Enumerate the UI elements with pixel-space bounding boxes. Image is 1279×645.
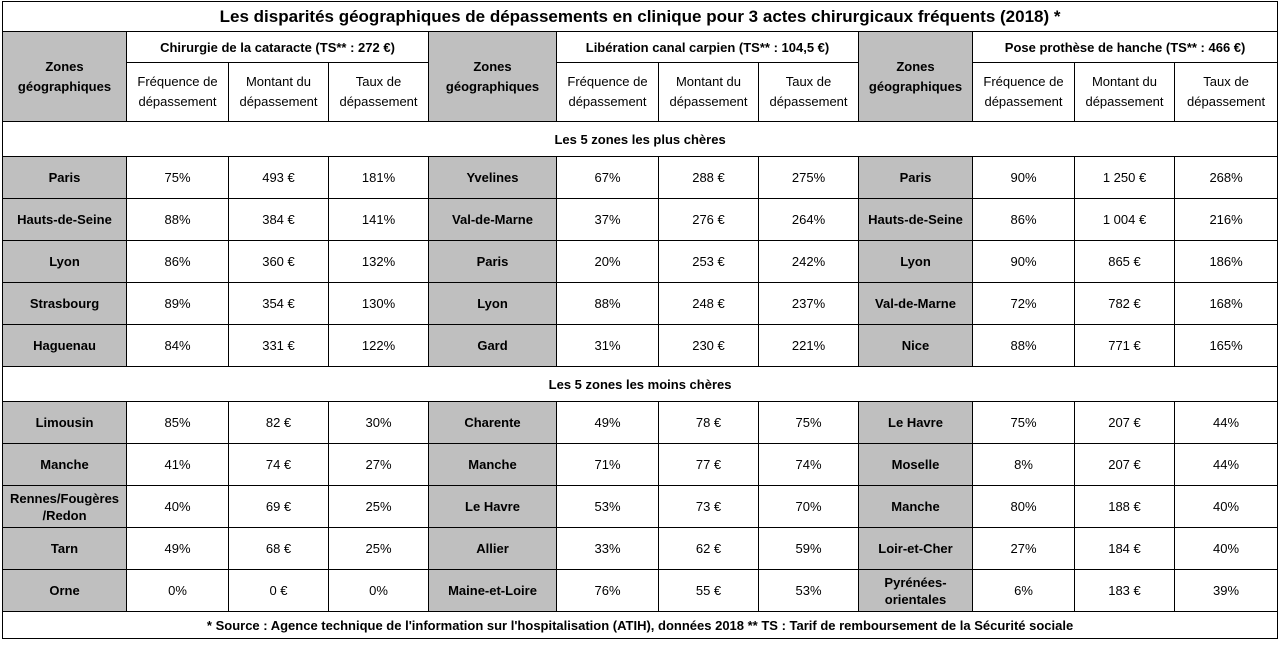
zone-name-cell: Val-de-Marne [429, 199, 557, 241]
freq-cell: 0% [127, 570, 229, 612]
freq-cell: 53% [557, 486, 659, 528]
montant-cell: 0 € [229, 570, 329, 612]
taux-cell: 74% [759, 444, 859, 486]
table-row [3, 528, 1278, 570]
zone-header-3: Zones géographiques [859, 32, 973, 122]
disparities-table [2, 1, 1278, 639]
taux-cell: 39% [1175, 570, 1278, 612]
taux-cell: 141% [329, 199, 429, 241]
taux-cell: 75% [759, 402, 859, 444]
montant-cell: 782 € [1075, 283, 1175, 325]
taux-cell: 132% [329, 241, 429, 283]
taux-header: Taux de dépassement [1175, 63, 1278, 122]
zone-name-cell: Lyon [3, 241, 127, 283]
freq-cell: 8% [973, 444, 1075, 486]
freq-cell: 33% [557, 528, 659, 570]
montant-cell: 288 € [659, 157, 759, 199]
zone-name-cell: Moselle [859, 444, 973, 486]
taux-cell: 168% [1175, 283, 1278, 325]
zone-name-cell: Le Havre [859, 402, 973, 444]
table-row [3, 570, 1278, 612]
zone-name-cell: Lyon [859, 241, 973, 283]
zone-name-cell: Hauts-de-Seine [3, 199, 127, 241]
freq-cell: 86% [973, 199, 1075, 241]
montant-cell: 78 € [659, 402, 759, 444]
zone-name-cell: Gard [429, 325, 557, 367]
taux-cell: 165% [1175, 325, 1278, 367]
freq-cell: 49% [127, 528, 229, 570]
footnote-row [3, 612, 1278, 639]
table-row [3, 486, 1278, 528]
zone-name-cell: Nice [859, 325, 973, 367]
section-label: Les 5 zones les moins chères [3, 367, 1278, 402]
freq-cell: 88% [127, 199, 229, 241]
taux-cell: 40% [1175, 528, 1278, 570]
table-row [3, 157, 1278, 199]
freq-cell: 49% [557, 402, 659, 444]
freq-cell: 76% [557, 570, 659, 612]
montant-cell: 384 € [229, 199, 329, 241]
freq-cell: 84% [127, 325, 229, 367]
taux-cell: 44% [1175, 402, 1278, 444]
taux-cell: 44% [1175, 444, 1278, 486]
section-least-expensive-row [3, 367, 1278, 402]
montant-header: Montant du dépassement [1075, 63, 1175, 122]
taux-cell: 25% [329, 528, 429, 570]
zone-name-cell: Manche [3, 444, 127, 486]
zone-name-cell: Pyrénées-orientales [859, 570, 973, 612]
zone-header-1: Zones géographiques [3, 32, 127, 122]
freq-cell: 67% [557, 157, 659, 199]
table-row [3, 402, 1278, 444]
taux-cell: 25% [329, 486, 429, 528]
zone-name-cell: Loir-et-Cher [859, 528, 973, 570]
taux-header: Taux de dépassement [329, 63, 429, 122]
freq-cell: 37% [557, 199, 659, 241]
taux-cell: 53% [759, 570, 859, 612]
montant-cell: 55 € [659, 570, 759, 612]
zone-name-cell: Limousin [3, 402, 127, 444]
freq-cell: 75% [127, 157, 229, 199]
montant-header: Montant du dépassement [659, 63, 759, 122]
taux-cell: 122% [329, 325, 429, 367]
freq-cell: 86% [127, 241, 229, 283]
freq-header: Fréquence de dépassement [557, 63, 659, 122]
montant-cell: 360 € [229, 241, 329, 283]
zone-name-cell: Hauts-de-Seine [859, 199, 973, 241]
zone-name-cell: Paris [859, 157, 973, 199]
zone-name-cell: Manche [429, 444, 557, 486]
zone-name-cell: Manche [859, 486, 973, 528]
zone-name-cell: Rennes/Fougères /Redon [3, 486, 127, 528]
zone-name-cell: Strasbourg [3, 283, 127, 325]
montant-cell: 1 004 € [1075, 199, 1175, 241]
freq-cell: 85% [127, 402, 229, 444]
freq-header: Fréquence de dépassement [973, 63, 1075, 122]
group-header-cataracte: Chirurgie de la cataracte (TS** : 272 €) [127, 32, 429, 63]
taux-cell: 242% [759, 241, 859, 283]
taux-cell: 59% [759, 528, 859, 570]
taux-cell: 181% [329, 157, 429, 199]
montant-cell: 188 € [1075, 486, 1175, 528]
section-label: Les 5 zones les plus chères [3, 122, 1278, 157]
montant-cell: 771 € [1075, 325, 1175, 367]
taux-cell: 264% [759, 199, 859, 241]
montant-cell: 68 € [229, 528, 329, 570]
taux-cell: 40% [1175, 486, 1278, 528]
taux-cell: 130% [329, 283, 429, 325]
montant-cell: 73 € [659, 486, 759, 528]
freq-header: Fréquence de dépassement [127, 63, 229, 122]
freq-cell: 90% [973, 157, 1075, 199]
montant-cell: 69 € [229, 486, 329, 528]
zone-header-2: Zones géographiques [429, 32, 557, 122]
freq-cell: 20% [557, 241, 659, 283]
montant-cell: 331 € [229, 325, 329, 367]
zone-name-cell: Lyon [429, 283, 557, 325]
zone-name-cell: Maine-et-Loire [429, 570, 557, 612]
freq-cell: 75% [973, 402, 1075, 444]
montant-cell: 77 € [659, 444, 759, 486]
taux-cell: 30% [329, 402, 429, 444]
montant-cell: 184 € [1075, 528, 1175, 570]
montant-header: Montant du dépassement [229, 63, 329, 122]
taux-cell: 27% [329, 444, 429, 486]
zone-name-cell: Tarn [3, 528, 127, 570]
freq-cell: 80% [973, 486, 1075, 528]
montant-cell: 248 € [659, 283, 759, 325]
freq-cell: 31% [557, 325, 659, 367]
zone-name-cell: Le Havre [429, 486, 557, 528]
table-title: Les disparités géographiques de dépassements en clinique pour 3 actes chirurgicaux fréquents (2018) * [3, 2, 1278, 32]
montant-cell: 276 € [659, 199, 759, 241]
freq-cell: 88% [973, 325, 1075, 367]
freq-cell: 89% [127, 283, 229, 325]
taux-cell: 268% [1175, 157, 1278, 199]
table-row [3, 241, 1278, 283]
montant-cell: 230 € [659, 325, 759, 367]
section-most-expensive-row [3, 122, 1278, 157]
group-header-prothese-hanche: Pose prothèse de hanche (TS** : 466 €) [973, 32, 1278, 63]
montant-cell: 82 € [229, 402, 329, 444]
taux-cell: 186% [1175, 241, 1278, 283]
zone-name-cell: Paris [3, 157, 127, 199]
freq-cell: 88% [557, 283, 659, 325]
montant-cell: 1 250 € [1075, 157, 1175, 199]
taux-cell: 275% [759, 157, 859, 199]
freq-cell: 72% [973, 283, 1075, 325]
montant-cell: 354 € [229, 283, 329, 325]
montant-cell: 493 € [229, 157, 329, 199]
zone-name-cell: Allier [429, 528, 557, 570]
montant-cell: 74 € [229, 444, 329, 486]
montant-cell: 207 € [1075, 444, 1175, 486]
footnote: * Source : Agence technique de l'information sur l'hospitalisation (ATIH), données 2018 ** TS : Tarif de remboursement de la Sécurité sociale [3, 612, 1278, 639]
taux-cell: 237% [759, 283, 859, 325]
table-row [3, 325, 1278, 367]
freq-cell: 6% [973, 570, 1075, 612]
montant-cell: 865 € [1075, 241, 1175, 283]
group-header-canal-carpien: Libération canal carpien (TS** : 104,5 €) [557, 32, 859, 63]
zone-name-cell: Paris [429, 241, 557, 283]
freq-cell: 40% [127, 486, 229, 528]
table-row [3, 283, 1278, 325]
taux-cell: 216% [1175, 199, 1278, 241]
freq-cell: 27% [973, 528, 1075, 570]
montant-cell: 253 € [659, 241, 759, 283]
montant-cell: 207 € [1075, 402, 1175, 444]
montant-cell: 183 € [1075, 570, 1175, 612]
taux-cell: 221% [759, 325, 859, 367]
table-row [3, 199, 1278, 241]
zone-name-cell: Yvelines [429, 157, 557, 199]
taux-cell: 70% [759, 486, 859, 528]
zone-name-cell: Val-de-Marne [859, 283, 973, 325]
table-row [3, 444, 1278, 486]
zone-name-cell: Haguenau [3, 325, 127, 367]
freq-cell: 41% [127, 444, 229, 486]
taux-header: Taux de dépassement [759, 63, 859, 122]
taux-cell: 0% [329, 570, 429, 612]
freq-cell: 71% [557, 444, 659, 486]
zone-name-cell: Charente [429, 402, 557, 444]
freq-cell: 90% [973, 241, 1075, 283]
zone-name-cell: Orne [3, 570, 127, 612]
montant-cell: 62 € [659, 528, 759, 570]
